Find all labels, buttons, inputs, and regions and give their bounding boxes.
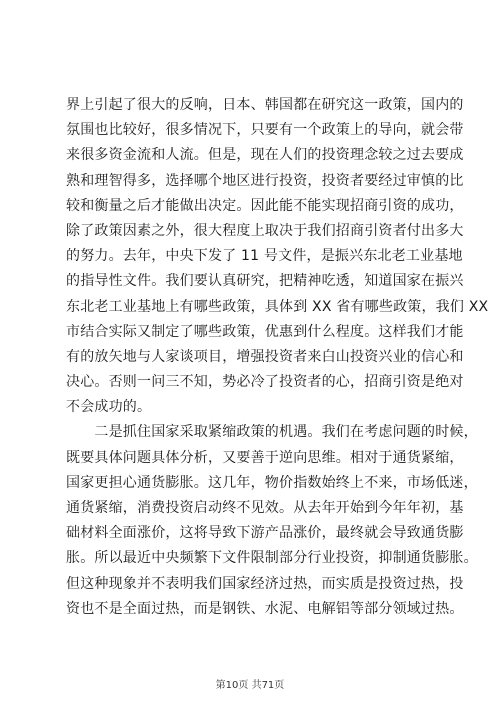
text-line: 二是抓住国家采取紧缩政策的机遇。我们在考虑问题的时候， [66,424,478,441]
text-line: 既要具体问题具体分析，又要善于逆向思维。相对于通货紧缩， [66,449,464,466]
text-line: 熟和理智得多，选择哪个地区进行投资，投资者要经过审慎的比 [66,172,464,189]
text-line: 决心。否则一问三不知，势必冷了投资者的心，招商引资是绝对 [66,374,464,391]
text-line: 础材料全面涨价，这将导致下游产品涨价，最终就会导致通货膨 [66,525,464,542]
text-line: 除了政策因素之外，很大程度上取决于我们招商引资者付出多大 [66,222,464,239]
text-line: 通货紧缩，消费投资启动终不见效。从去年开始到今年年初，基 [66,500,464,516]
text-line: 的指导性文件。我们要认真研究，把精神吃透，知道国家在振兴 [66,273,464,290]
text-line: 的努力。去年，中央下发了 11 号文件，是振兴东北老工业基地 [66,248,463,265]
text-line: 东北老工业基地上有哪些政策，具体到 XX 省有哪些政策，我们 XX [66,298,489,315]
text-line: 氛围也比较好，很多情况下，只要有一个政策上的导向，就会带 [66,122,464,139]
body-text [66,93,489,622]
text-line: 但这种现象并不表明我们国家经济过热，而实质是投资过热，投 [66,575,464,592]
text-line: 资也不是全面过热，而是钢铁、水泥、电解铝等部分领域过热。 [66,600,464,617]
text-line: 较和衡量之后才能做出决定。因此能不能实现招商引资的成功， [66,197,464,214]
text-line: 有的放矢地与人家谈项目，增强投资者来白山投资兴业的信心和 [66,348,464,365]
text-line: 市结合实际又制定了哪些政策，优惠到什么程度。这样我们才能 [66,323,464,340]
text-line: 界上引起了很大的反响，日本、韩国都在研究这一政策，国内的 [66,97,464,113]
text-line: 胀。所以最近中央频繁下文件限制部分行业投资，抑制通货膨胀。 [66,550,478,567]
text-line: 国家更担心通货膨胀。这几年，物价指数始终上不来，市场低迷， [66,474,478,491]
page-number: 第10页 共71页 [215,680,285,691]
text-line: 不会成功的。 [66,399,152,416]
text-line: 来很多资金流和人流。但是，现在人们的投资理念较之过去要成 [66,147,464,164]
